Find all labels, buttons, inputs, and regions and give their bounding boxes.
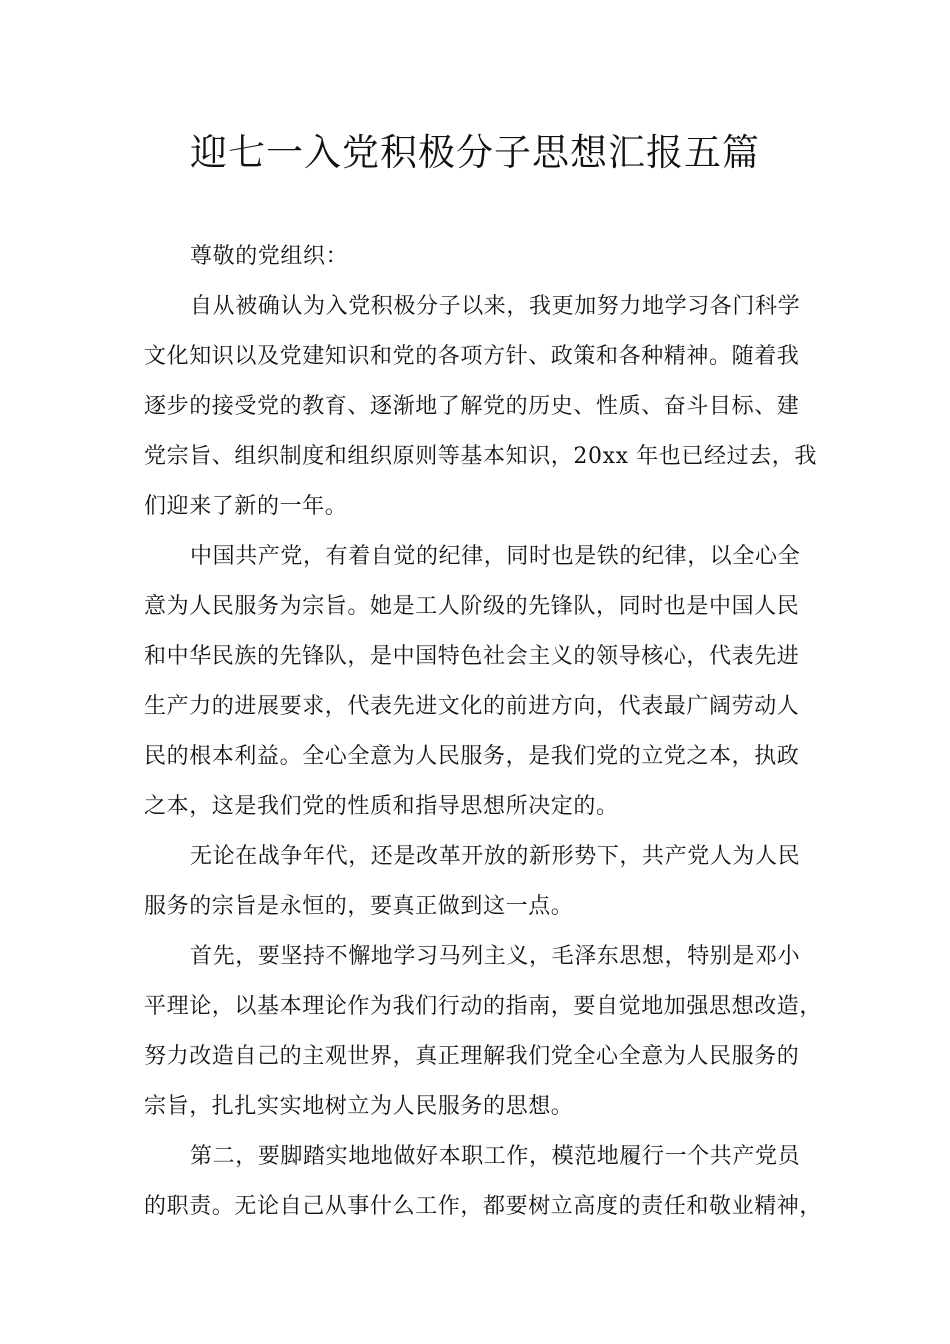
paragraph-3 [144, 832, 809, 932]
paragraph-line: 首先，要坚持不懈地学习马列主义，毛泽东思想，特别是邓小 [190, 944, 801, 969]
paragraph-line: 们迎来了新的一年。 [144, 494, 348, 519]
paragraph-line: 平理论，以基本理论作为我们行动的指南，要自觉地加强思想改造， [144, 994, 823, 1019]
paragraph-1 [144, 282, 818, 532]
document-title: 迎七一入党积极分子思想汇报五篇 [190, 131, 760, 174]
paragraph-line: 党宗旨、组织制度和组织原则等基本知识，20xx 年也已经过去，我 [144, 444, 818, 469]
paragraph-line: 文化知识以及党建知识和党的各项方针、政策和各种精神。随着我 [144, 344, 800, 369]
paragraph-line: 中国共产党，有着自觉的纪律，同时也是铁的纪律，以全心全 [190, 544, 801, 569]
paragraph-line: 生产力的进展要求，代表先进文化的前进方向，代表最广阔劳动人 [144, 694, 800, 719]
salutation: 尊敬的党组织： [190, 244, 349, 269]
paragraph-line: 逐步的接受党的教育、逐渐地了解党的历史、性质、奋斗目标、建 [144, 394, 800, 419]
paragraph-line: 服务的宗旨是永恒的，要真正做到这一点。 [144, 894, 574, 919]
paragraph-line: 自从被确认为入党积极分子以来，我更加努力地学习各门科学 [190, 294, 801, 319]
paragraph-line: 的职责。无论自己从事什么工作，都要树立高度的责任和敬业精神， [144, 1194, 823, 1219]
document-body [144, 232, 823, 1232]
paragraph-4 [144, 932, 823, 1132]
paragraph-line: 第二，要脚踏实地地做好本职工作，模范地履行一个共产党员 [190, 1144, 801, 1169]
paragraph-line: 努力改造自己的主观世界，真正理解我们党全心全意为人民服务的 [144, 1044, 800, 1069]
paragraph-line: 和中华民族的先锋队，是中国特色社会主义的领导核心，代表先进 [144, 644, 800, 669]
paragraph-line: 意为人民服务为宗旨。她是工人阶级的先锋队，同时也是中国人民 [144, 594, 800, 619]
paragraph-5 [144, 1132, 823, 1232]
paragraph-line: 民的根本利益。全心全意为人民服务，是我们党的立党之本，执政 [144, 744, 800, 769]
paragraph-2 [144, 532, 809, 832]
paragraph-line: 无论在战争年代，还是改革开放的新形势下，共产党人为人民 [190, 844, 801, 869]
paragraph-line: 宗旨，扎扎实实地树立为人民服务的思想。 [144, 1094, 574, 1119]
paragraph-line: 之本，这是我们党的性质和指导思想所决定的。 [144, 794, 619, 819]
